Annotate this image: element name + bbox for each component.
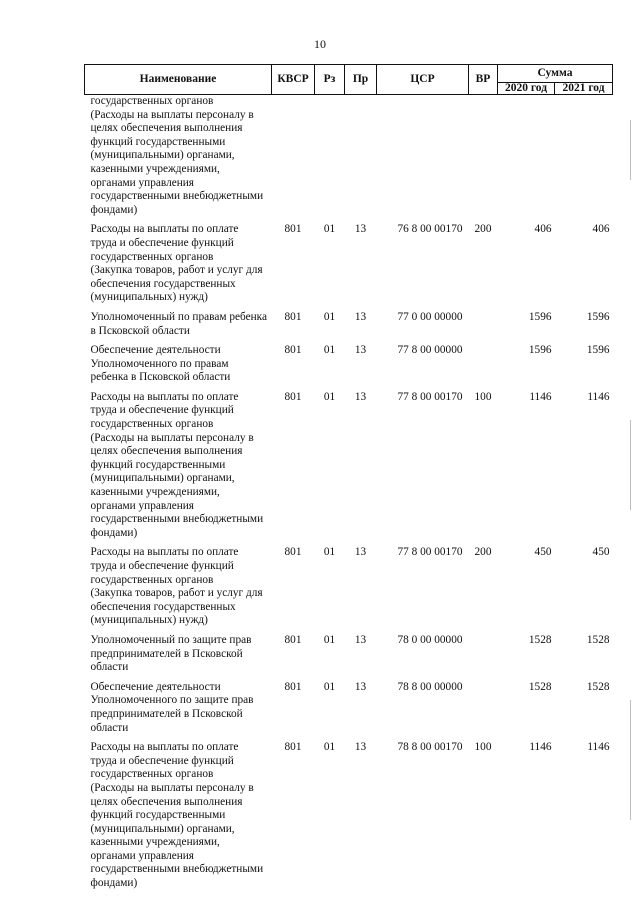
header-year-2021: 2021 год xyxy=(555,83,613,95)
row-rz: 01 xyxy=(323,680,336,693)
row-name: государственных органов (Расходы на выплаты персоналу в целях обеспечения выполнения функций государственными (муниципальными) органами, казенными учреждениями, органами управления государственными внебюджетными фондами) xyxy=(90,95,264,216)
row-csr: 76 8 00 00170 xyxy=(397,223,463,236)
row-pr xyxy=(345,95,377,218)
row-sum-2020: 1596 xyxy=(528,344,552,357)
table-row xyxy=(85,391,613,541)
row-pr: 13 xyxy=(354,633,367,646)
row-name: Расходы на выплаты по оплате труда и обеспечение функций государственных органов (Закупка товаров, работ и услуг для обеспечения государственных (муниципальных) нужд) xyxy=(90,223,263,304)
row-kvsr: 801 xyxy=(284,344,302,357)
page-number: 10 xyxy=(314,37,326,51)
row-pr: 13 xyxy=(354,546,367,559)
row-pr: 13 xyxy=(354,344,367,357)
row-sum-2021: 1146 xyxy=(587,741,610,754)
header-rz: Рз xyxy=(315,65,345,95)
row-sum-2021 xyxy=(555,95,613,218)
row-rz xyxy=(315,95,345,218)
table-row xyxy=(85,344,613,385)
table-body xyxy=(85,95,613,891)
row-vr xyxy=(469,344,498,385)
header-kvsr: КВСР xyxy=(272,65,315,95)
row-name: Обеспечение деятельности Уполномоченного по правам ребенка в Псковской области xyxy=(90,344,231,384)
row-name: Расходы на выплаты по оплате труда и обеспечение функций государственных органов (Закупка товаров, работ и услуг для обеспечения государственных (муниципальных) нужд) xyxy=(90,546,263,627)
row-kvsr: 801 xyxy=(284,223,302,236)
row-kvsr xyxy=(272,95,315,218)
row-csr: 78 8 00 00170 xyxy=(397,741,463,754)
row-rz: 01 xyxy=(323,344,336,357)
header-csr: ЦСР xyxy=(377,65,469,95)
header-year-2020: 2020 год xyxy=(498,83,555,95)
row-rz: 01 xyxy=(323,741,336,754)
row-kvsr: 801 xyxy=(284,546,302,559)
row-rz: 01 xyxy=(323,633,336,646)
row-kvsr: 801 xyxy=(284,680,302,693)
table-row xyxy=(85,741,613,891)
row-pr: 13 xyxy=(354,223,367,236)
row-pr: 13 xyxy=(354,741,367,754)
row-sum-2021: 1596 xyxy=(586,344,610,357)
row-sum-2020: 1596 xyxy=(528,310,552,323)
row-name: Обеспечение деятельности Уполномоченного по защите прав предпринимателей в Псковской области xyxy=(90,680,254,734)
row-csr: 78 8 00 00000 xyxy=(397,680,463,693)
row-csr: 77 8 00 00170 xyxy=(397,390,463,403)
row-kvsr: 801 xyxy=(284,633,302,646)
row-sum-2020: 1146 xyxy=(529,390,552,403)
row-pr: 13 xyxy=(354,310,367,323)
row-sum-2020: 1528 xyxy=(528,680,552,693)
table-row xyxy=(85,546,613,628)
table-row xyxy=(85,223,613,305)
row-vr xyxy=(469,311,498,338)
table-row xyxy=(85,681,613,735)
row-name: Расходы на выплаты по оплате труда и обеспечение функций государственных органов (Расходы на выплаты персоналу в целях обеспечения выполнения функций государственными (муниципальными) органами, казенными учреждениями, органами управления государственными внебюджетными фондами) xyxy=(90,741,264,890)
scan-edge-mark xyxy=(630,120,631,180)
table-row xyxy=(85,95,613,218)
row-csr: 77 0 00 00000 xyxy=(397,310,463,323)
row-csr: 78 0 00 00000 xyxy=(397,633,463,646)
header-name: Наименование xyxy=(85,65,272,95)
scan-edge-mark xyxy=(630,700,631,820)
row-kvsr: 801 xyxy=(284,390,302,403)
row-csr xyxy=(377,95,469,218)
row-vr: 200 xyxy=(474,223,492,236)
row-pr: 13 xyxy=(354,390,367,403)
header-sum: Сумма xyxy=(498,65,613,83)
row-csr: 77 8 00 00000 xyxy=(397,344,463,357)
row-rz: 01 xyxy=(323,310,336,323)
row-kvsr: 801 xyxy=(284,741,302,754)
budget-table xyxy=(84,64,613,891)
row-sum-2021: 406 xyxy=(592,223,610,236)
row-name: Уполномоченный по правам ребенка в Псковской области xyxy=(90,310,267,337)
row-sum-2020: 1528 xyxy=(528,633,552,646)
row-sum-2020: 1146 xyxy=(529,741,552,754)
row-rz: 01 xyxy=(323,223,336,236)
row-vr: 100 xyxy=(474,390,492,403)
row-sum-2021: 450 xyxy=(592,546,610,559)
table-row xyxy=(85,634,613,675)
row-rz: 01 xyxy=(323,546,336,559)
row-vr: 100 xyxy=(474,741,492,754)
row-sum-2020: 450 xyxy=(534,546,552,559)
header-vr: ВР xyxy=(469,65,498,95)
scan-edge-mark xyxy=(630,420,631,510)
row-sum-2020 xyxy=(498,95,555,218)
row-sum-2021: 1146 xyxy=(587,390,610,403)
row-sum-2021: 1528 xyxy=(586,680,610,693)
row-csr: 77 8 00 00170 xyxy=(397,546,463,559)
row-sum-2021: 1596 xyxy=(586,310,610,323)
row-name: Уполномоченный по защите прав предпринимателей в Псковской области xyxy=(90,633,252,674)
row-rz: 01 xyxy=(323,390,336,403)
row-vr xyxy=(469,634,498,675)
row-vr xyxy=(469,681,498,735)
row-kvsr: 801 xyxy=(284,310,302,323)
table-header xyxy=(85,65,613,95)
row-sum-2021: 1528 xyxy=(586,633,610,646)
table-row xyxy=(85,311,613,338)
header-pr: Пр xyxy=(345,65,377,95)
row-sum-2020: 406 xyxy=(534,223,552,236)
row-vr xyxy=(469,95,498,218)
row-pr: 13 xyxy=(354,680,367,693)
row-name: Расходы на выплаты по оплате труда и обеспечение функций государственных органов (Расходы на выплаты персоналу в целях обеспечения выполнения функций государственными (муниципальными) органами, казенными учреждениями, органами управления государственными внебюджетными фондами) xyxy=(90,390,264,539)
row-vr: 200 xyxy=(474,546,492,559)
